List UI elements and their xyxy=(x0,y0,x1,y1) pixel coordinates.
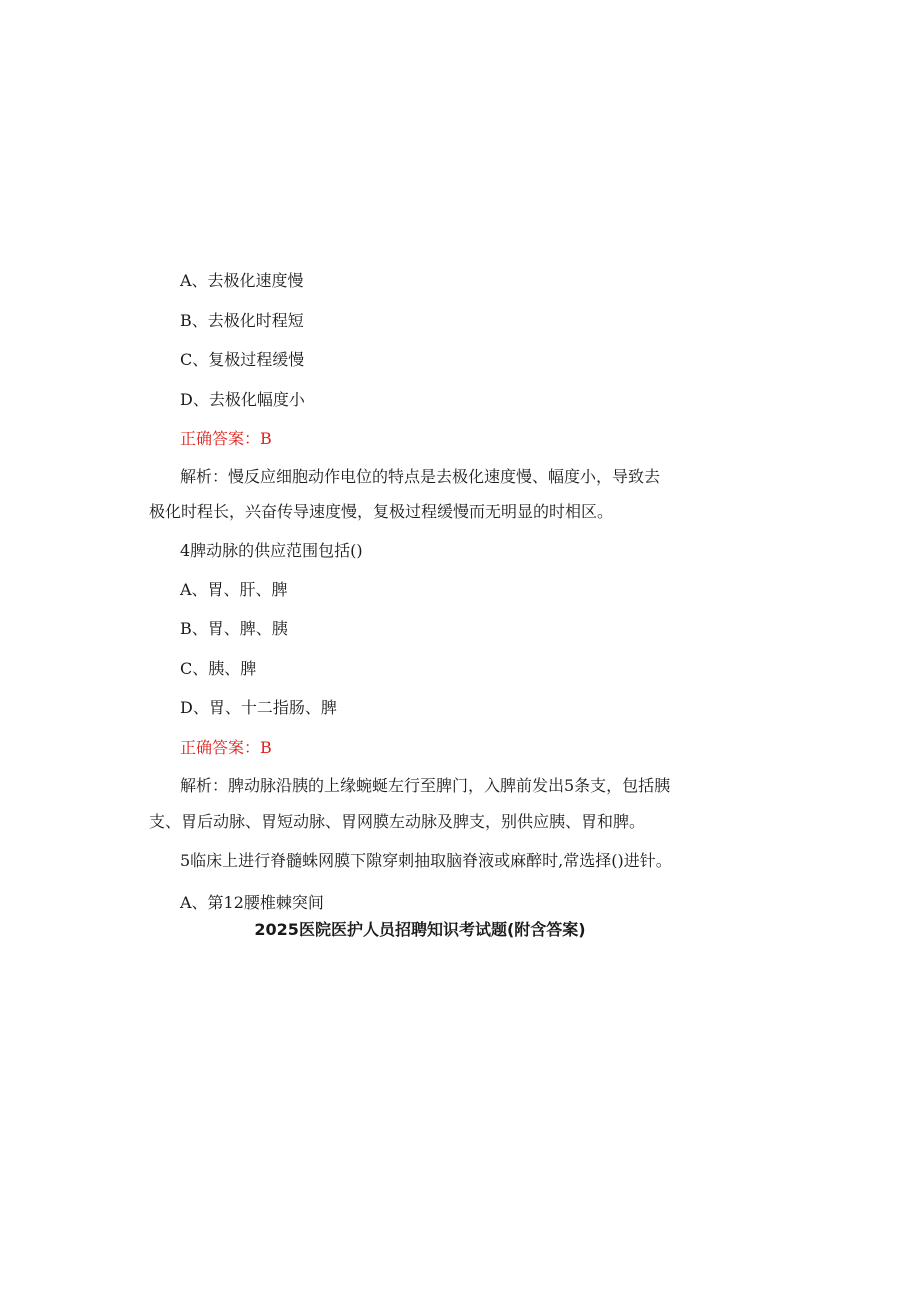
q4-option-a: A、胃、肝、脾 xyxy=(180,580,288,599)
q3-analysis-line-2: 极化时程长，兴奋传导速度慢，复极过程缓慢而无明显的时相区。 xyxy=(149,502,614,521)
q5-option-a: A、第12腰椎棘突间 xyxy=(180,893,324,912)
q4-analysis-line-1: 解析：脾动脉沿胰的上缘蜿蜒左行至脾门，入脾前发出5条支，包括胰 xyxy=(180,776,671,795)
document-title-text: 2025医院医护人员招聘知识考试题(附含答案) xyxy=(254,920,586,939)
q4-correct-answer: 正确答案：B xyxy=(180,738,272,757)
q5-stem: 5临床上进行脊髓蛛网膜下隙穿刺抽取脑脊液或麻醉时,常选择()进针。 xyxy=(180,851,672,870)
q3-option-d: D、去极化幅度小 xyxy=(180,390,305,409)
q4-option-b: B、胃、脾、胰 xyxy=(180,619,288,638)
q3-option-a: A、去极化速度慢 xyxy=(180,271,304,290)
q4-analysis-line-2: 支、胃后动脉、胃短动脉、胃网膜左动脉及脾支，别供应胰、胃和脾。 xyxy=(149,812,646,831)
q4-stem: 4脾动脉的供应范围包括() xyxy=(180,541,363,560)
q3-option-b: B、去极化时程短 xyxy=(180,311,304,330)
q4-option-c: C、胰、脾 xyxy=(180,659,257,678)
q3-option-c: C、复极过程缓慢 xyxy=(180,350,305,369)
q3-analysis-line-1: 解析：慢反应细胞动作电位的特点是去极化速度慢、幅度小，导致去 xyxy=(180,467,661,486)
q4-option-d: D、胃、十二指肠、脾 xyxy=(180,698,337,717)
q3-correct-answer: 正确答案：B xyxy=(180,429,272,448)
document-title xyxy=(0,920,920,940)
